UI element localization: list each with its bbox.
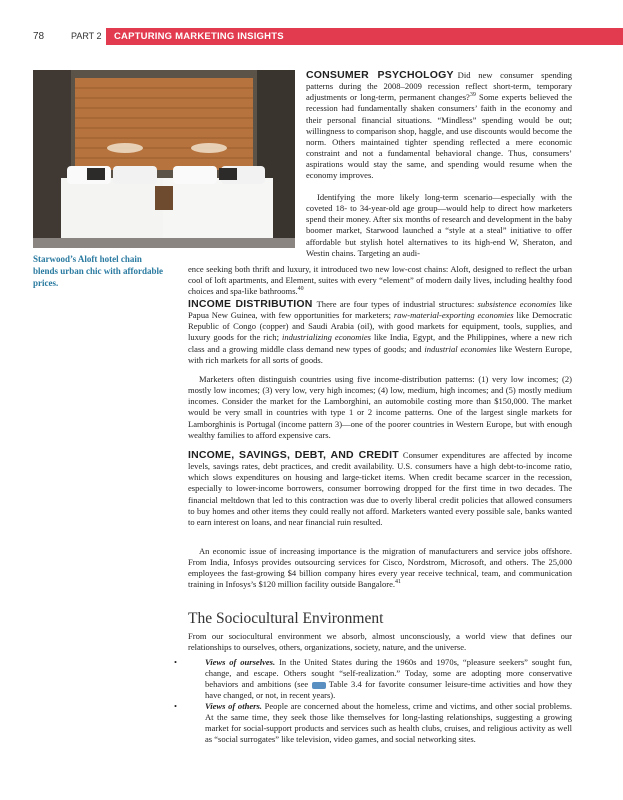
consumer-psychology-paragraph-2b bbox=[188, 264, 572, 297]
text-run: Did new consumer spending patterns during the 2008–2009 recession reflect short-term, temporary adjustments or long-term, permanent changes? bbox=[306, 70, 572, 103]
text-run: People are concerned about the homeless, crime and victims, and other social problems. At the same time, they seek those like themselves for long-lasting relationships, suggesting a growing market for social-support products and services such as health clubs, cruises, and religious activity as well as “social surrogates” like television, video games, and social networking sites. bbox=[205, 701, 572, 745]
text-run: An economic issue of increasing importance is the migration of manufacturers and service jobs offshore. From India, Infosys provides outsourcing services for Cisco, Nordstrom, Microsoft, and others. The 25,000 employees the fast-growing $4 billion company hires every year receive technical, team, and communication training in Infosys’s $120 million facility outside Bangalore. bbox=[188, 546, 572, 590]
page-number: 78 bbox=[33, 31, 45, 42]
text-run: Table 3.4 for favorite consumer leisure-time activities and how they have changed, or not, in recent years). bbox=[205, 679, 572, 701]
consumer-psychology-paragraph-2a: Identifying the more likely long-term scenario—especially with the coveted 18- to 34-year-old age group—would help to direct how marketers spend their money. After six months of research and development in the baby boomer market, Starwood launched a “style at a steal” initiative to offer affordable but stylish hotel alternatives to its high-end W, Sheraton, and Westin chains. Targeting an audi- bbox=[306, 192, 572, 258]
text-run: like Democratic Republic of Congo (copper) and Saudi Arabia (oil), with good markets for equipment, tools, supplies, and luxury goods for the rich; bbox=[188, 310, 572, 343]
income-savings-paragraph-1 bbox=[188, 450, 572, 528]
text-run: There are four types of industrial structures: bbox=[316, 299, 478, 309]
text-run: like Western Europe, with rich markets for all sorts of goods. bbox=[188, 343, 572, 365]
footnote-ref: 41 bbox=[395, 579, 401, 586]
section-title: CAPTURING MARKETING INSIGHTS bbox=[114, 31, 284, 42]
income-savings-paragraph-2 bbox=[188, 546, 572, 591]
income-savings-heading: INCOME, SAVINGS, DEBT, AND CREDIT bbox=[188, 449, 399, 461]
bullet-views-of-ourselves bbox=[205, 657, 572, 702]
text-run: like Papua New Guinea, with few opportunities for marketers; bbox=[188, 299, 573, 321]
bullet-marker: • bbox=[174, 657, 177, 667]
italic-term: industrializing economies bbox=[282, 332, 371, 343]
hotel-room-illustration bbox=[33, 70, 295, 248]
text-run: ence seeking both thrift and luxury, it introduced two new low-cost chains: Aloft, designed to reflect the urban cool of loft apartments, and Element, suites with every “element” of modern daily lives, including healthy food choices and spa-like bathrooms. bbox=[188, 264, 572, 297]
consumer-psychology-paragraph-1 bbox=[306, 70, 572, 182]
text-run: In the United States during the 1960s and 1970s, “pleasure seekers” sought fun, change, and escape. Others sought “self-realization.” Today, some are adopting more conservative behaviors and ambitions (see bbox=[205, 657, 572, 690]
bullet-views-of-others bbox=[205, 701, 572, 746]
photo-caption: Starwood’s Aloft hotel chain blends urban chic with affordable prices. bbox=[33, 254, 164, 288]
bullet-title: Views of ourselves. bbox=[205, 657, 276, 667]
italic-term: subsistence economies bbox=[477, 299, 556, 309]
section-banner bbox=[106, 28, 623, 45]
text-run: Consumer expenditures are affected by income levels, savings rates, debt practices, and credit availability. U.S. consumers have a high debt-to-income ratio, which slows expenditures on housing and large-ticket items. When credit became scarcer in the recession, especially to lower-income borrowers, consumer borrowing dropped for the first time in two decades. The financial meltdown that led to this contraction was due to overly liberal credit policies that allowed consumers to buy homes and other items they could really not afford. Marketers wanted every possible sale, banks wanted to earn interest on loans, and near financial ruin resulted. bbox=[188, 450, 572, 527]
income-distribution-paragraph-1 bbox=[188, 299, 572, 366]
sociocultural-intro: From our sociocultural environment we absorb, almost unconsciously, a world view that defines our relationships to ourselves, others, organizations, society, nature, and the universe. bbox=[188, 631, 572, 653]
part-label: PART 2 bbox=[71, 31, 102, 41]
footnote-ref: 39 bbox=[469, 92, 476, 99]
bullet-marker: • bbox=[174, 701, 177, 711]
consumer-psychology-heading: CONSUMER PSYCHOLOGY bbox=[306, 69, 454, 81]
footnote-ref: 40 bbox=[297, 286, 304, 293]
italic-term: raw-material-exporting economies bbox=[393, 310, 514, 321]
income-distribution-heading: INCOME DISTRIBUTION bbox=[188, 298, 313, 310]
income-distribution-paragraph-2: Marketers often distinguish countries using five income-distribution patterns: (1) very low incomes; (2) mostly low incomes; (3) very low, very high incomes; (4) low, medium, high incomes; and (5) mostly medium incomes. Consider the market for the Lamborghini, an automobile costing more than $150,000. The market would be very small in countries with type 1 or 2 income patterns. One of the largest single markets for Lamborghinis is Portugal (income pattern 3)—one of the poorer countries in Western Europe, but with enough wealthy families to afford expensive cars. bbox=[188, 374, 572, 440]
sociocultural-heading: The Sociocultural Environment bbox=[188, 610, 384, 627]
text-run: Some experts believed the recession had fundamentally shaken consumers’ faith in the economy and their personal financial situations. “Mindless” spending would be out; willingness to comparison shop, haggle, and use discounts would become the norm. Others maintained tighter spending reflected a mere economic constraint and not a fundamental behavioral change. Thus, consumers’ aspirations would stay the same, and spending would resume when the economy improves. bbox=[306, 92, 573, 181]
text-run: like India, Egypt, and the Philippines, where a new rich class and a growing middle class demand new types of goods; and bbox=[188, 332, 572, 354]
hotel-room-photo bbox=[33, 70, 295, 248]
table-link-icon[interactable] bbox=[312, 682, 326, 689]
italic-term: industrial economies bbox=[424, 343, 497, 354]
bullet-title: Views of others. bbox=[205, 701, 262, 711]
